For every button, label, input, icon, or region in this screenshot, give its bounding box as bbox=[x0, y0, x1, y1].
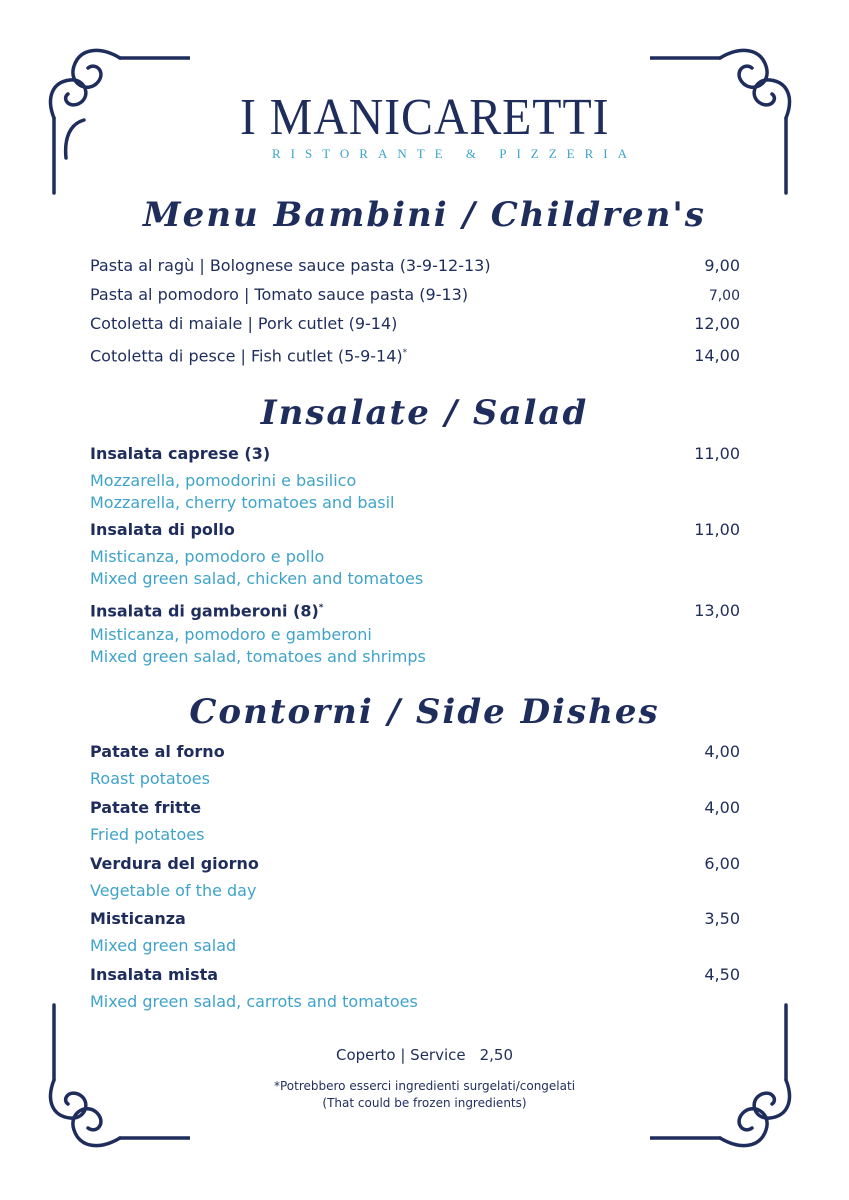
item-price: 6,00 bbox=[704, 854, 740, 873]
item-name: Insalata mista bbox=[90, 965, 219, 984]
item-name: Insalata di pollo bbox=[90, 520, 235, 539]
menu-item bbox=[90, 285, 740, 306]
menu-item bbox=[90, 965, 740, 985]
item-description: Vegetable of the day bbox=[90, 881, 257, 900]
service-label: Coperto | Service bbox=[335, 1046, 466, 1064]
restaurant-logo bbox=[0, 89, 849, 162]
item-description bbox=[90, 624, 426, 668]
item-name: Verdura del giorno bbox=[90, 854, 259, 873]
item-description: Roast potatoes bbox=[90, 769, 210, 788]
note-line-italian: *Potrebbero esserci ingredienti surgelati/congelati bbox=[273, 1079, 576, 1093]
menu-item bbox=[90, 909, 740, 929]
description-english: Mixed green salad, chicken and tomatoes bbox=[90, 569, 424, 588]
menu-item bbox=[90, 798, 740, 818]
item-name: Insalata caprese (3) bbox=[90, 444, 271, 463]
item-price: 12,00 bbox=[694, 314, 740, 333]
restaurant-name: I MANICARETTI bbox=[239, 89, 610, 146]
item-description bbox=[90, 470, 395, 514]
item-price: 14,00 bbox=[694, 346, 740, 366]
frozen-ingredients-note bbox=[0, 1078, 849, 1112]
item-description: Fried potatoes bbox=[90, 825, 205, 844]
item-price: 7,00 bbox=[708, 288, 740, 304]
menu-item bbox=[90, 598, 740, 621]
frozen-asterisk: * bbox=[318, 603, 324, 613]
menu-item bbox=[90, 314, 740, 334]
item-name: Cotoletta di pesce | Fish cutlet (5-9-14)* bbox=[90, 346, 408, 366]
section-title-insalate: Insalate / Salad bbox=[260, 393, 589, 433]
description-italian: Mozzarella, pomodorini e basilico bbox=[90, 471, 357, 490]
item-price: 13,00 bbox=[694, 601, 740, 621]
item-description bbox=[90, 546, 423, 590]
item-name: Patate al forno bbox=[90, 742, 225, 761]
item-name: Misticanza bbox=[90, 909, 186, 928]
frozen-asterisk: * bbox=[402, 348, 408, 358]
description-italian: Misticanza, pomodoro e gamberoni bbox=[90, 625, 372, 644]
item-price: 4,00 bbox=[704, 742, 740, 761]
note-line-english: (That could be frozen ingredients) bbox=[322, 1096, 527, 1110]
menu-item bbox=[90, 256, 740, 276]
menu-item bbox=[90, 520, 740, 540]
item-price: 4,00 bbox=[704, 798, 740, 817]
section-title-bambini: Menu Bambini / Children's bbox=[143, 195, 706, 235]
restaurant-subtitle: RISTORANTE & PIZZERIA bbox=[271, 146, 638, 161]
menu-item bbox=[90, 343, 740, 366]
item-price: 9,00 bbox=[704, 256, 740, 275]
service-price: 2,50 bbox=[479, 1046, 514, 1064]
item-name: Insalata di gamberoni (8)* bbox=[90, 601, 324, 621]
item-name: Pasta al ragù | Bolognese sauce pasta (3-9-12-13) bbox=[90, 256, 491, 275]
item-price: 4,50 bbox=[704, 965, 740, 984]
item-description: Mixed green salad bbox=[90, 936, 237, 955]
item-price: 11,00 bbox=[694, 520, 740, 539]
item-description: Mixed green salad, carrots and tomatoes bbox=[90, 992, 418, 1011]
item-name: Cotoletta di maiale | Pork cutlet (9-14) bbox=[90, 314, 398, 333]
item-name: Patate fritte bbox=[90, 798, 202, 817]
item-name: Pasta al pomodoro | Tomato sauce pasta (9-13) bbox=[90, 285, 469, 304]
menu-item bbox=[90, 742, 740, 762]
description-italian: Misticanza, pomodoro e pollo bbox=[90, 547, 325, 566]
service-charge bbox=[0, 1046, 849, 1064]
item-price: 11,00 bbox=[694, 444, 740, 463]
description-english: Mixed green salad, tomatoes and shrimps bbox=[90, 647, 426, 666]
description-english: Mozzarella, cherry tomatoes and basil bbox=[90, 493, 395, 512]
menu-item bbox=[90, 444, 740, 464]
section-title-contorni: Contorni / Side Dishes bbox=[189, 692, 660, 732]
item-price: 3,50 bbox=[704, 909, 740, 928]
menu-item bbox=[90, 854, 740, 874]
